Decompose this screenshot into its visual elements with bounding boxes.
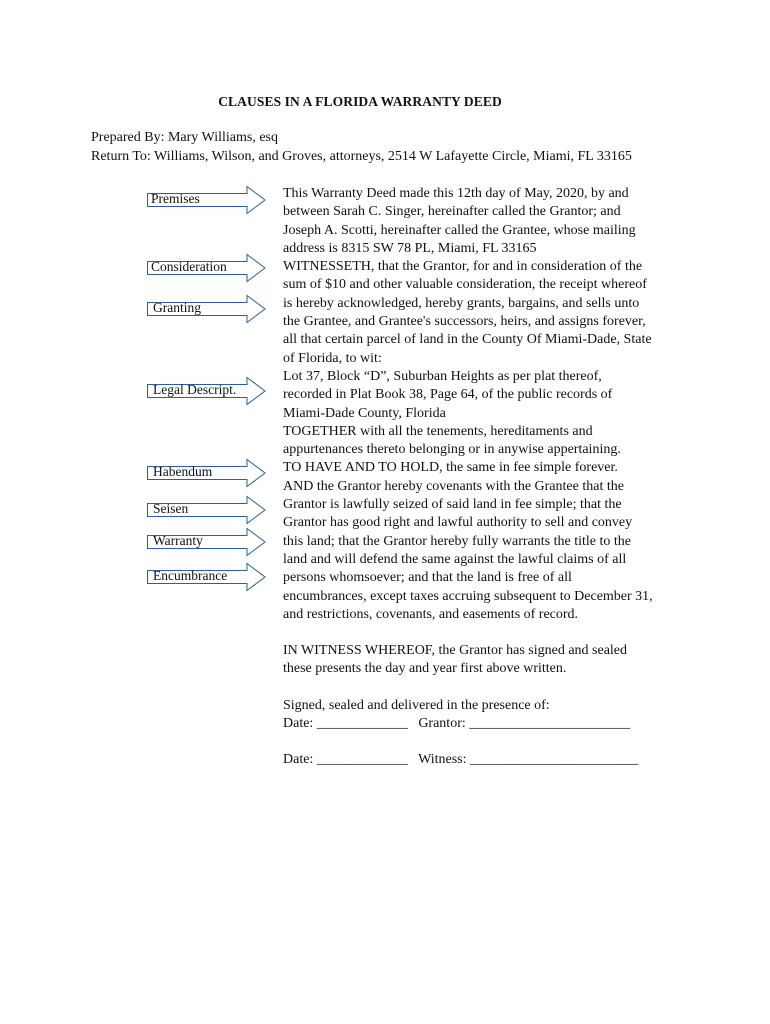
prepared-by: Prepared By: Mary Williams, esq <box>91 130 278 145</box>
label-text: Habendum <box>153 464 213 479</box>
label-text: Warranty <box>153 533 203 548</box>
body-line: Joseph A. Scotti, hereinafter called the Grantee, whose mailing <box>283 222 636 238</box>
label-text: Granting <box>153 300 201 315</box>
body-line: TOGETHER with all the tenements, hereditaments and <box>283 423 593 439</box>
body-line: appurtenances thereto belonging or in anywise appertaining. <box>283 442 621 458</box>
return-to: Return To: Williams, Wilson, and Groves, attorneys, 2514 W Lafayette Circle, Miami, FL 33165 <box>91 149 632 164</box>
body-line: persons whomsoever; and that the land is free of all <box>283 570 572 586</box>
label-text: Premises <box>151 191 200 206</box>
body-line: this land; that the Grantor hereby fully warrants the title to the <box>283 533 631 549</box>
body-line: the Grantee, and Grantee's successors, heirs, and assigns forever, <box>283 314 646 330</box>
body-line: Signed, sealed and delivered in the presence of: <box>283 697 550 713</box>
body-line: IN WITNESS WHEREOF, the Grantor has signed and sealed <box>283 643 628 659</box>
body-line: all that certain parcel of land in the County Of Miami-Dade, State <box>283 332 652 348</box>
body-line: is hereby acknowledged, hereby grants, bargains, and sells unto <box>283 295 640 311</box>
label-text: Seisen <box>153 501 189 516</box>
body-line: Miami-Dade County, Florida <box>283 405 446 421</box>
signature-date-grantor: Date: _____________ Grantor: _______________________ <box>283 716 631 732</box>
body-line: encumbrances, except taxes accruing subsequent to December 31, <box>283 588 653 604</box>
body-line: address is 8315 SW 78 PL, Miami, FL 33165 <box>283 240 537 256</box>
signature-date-witness: Date: _____________ Witness: ________________________ <box>283 752 638 768</box>
body-line: these presents the day and year first above written. <box>283 661 567 677</box>
body-line: and restrictions, covenants, and easements of record. <box>283 606 579 622</box>
body-line: recorded in Plat Book 38, Page 64, of the public records of <box>283 387 613 403</box>
body-line: AND the Grantor hereby covenants with the Grantee that the <box>283 478 624 494</box>
body-line: This Warranty Deed made this 12th day of May, 2020, by and <box>283 186 629 201</box>
body-line: land and will defend the same against the lawful claims of all <box>283 551 627 567</box>
body-line: Lot 37, Block “D”, Suburban Heights as per plat thereof, <box>283 368 602 384</box>
body-line: of Florida, to wit: <box>283 350 382 366</box>
body-line: Grantor is lawfully seized of said land in fee simple; that the <box>283 497 622 513</box>
deed-body <box>283 185 703 770</box>
body-line: TO HAVE AND TO HOLD, the same in fee simple forever. <box>283 460 618 476</box>
body-line: WITNESSETH, that the Grantor, for and in consideration of the <box>283 259 643 275</box>
label-text: Encumbrance <box>153 568 228 583</box>
label-text: Legal Descript. <box>153 382 237 397</box>
document-title: CLAUSES IN A FLORIDA WARRANTY DEED <box>218 94 502 109</box>
body-line: Grantor has good right and lawful authority to sell and convey <box>283 515 633 531</box>
body-line: sum of $10 and other valuable consideration, the receipt whereof <box>283 277 647 293</box>
body-line: between Sarah C. Singer, hereinafter called the Grantor; and <box>283 204 621 220</box>
label-text: Consideration <box>151 259 227 274</box>
